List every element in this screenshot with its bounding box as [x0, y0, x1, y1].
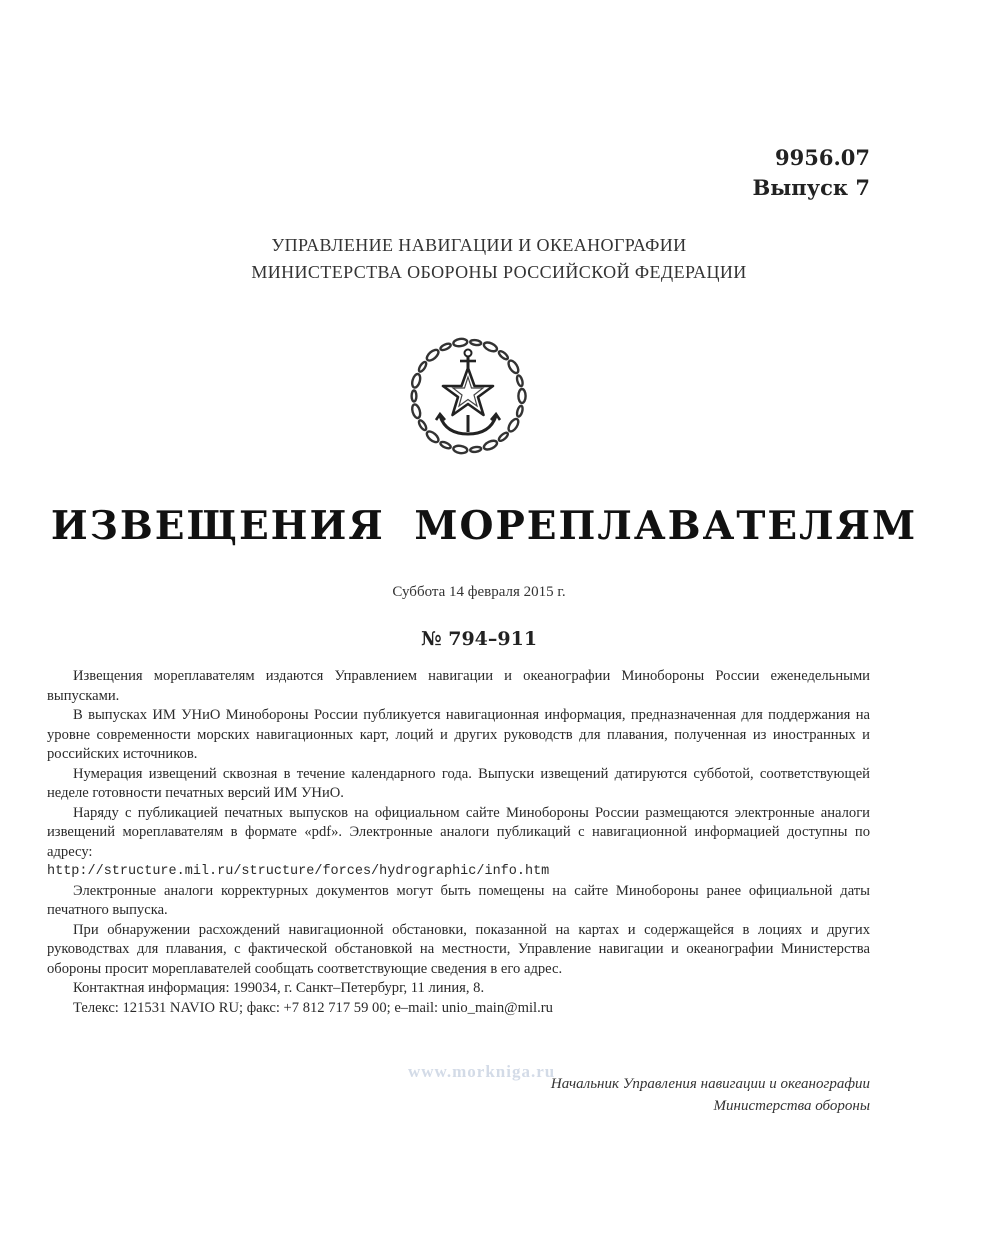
- chain-link: [518, 389, 525, 403]
- chain-link: [507, 359, 521, 375]
- watermark-text: www.morkniga.ru: [408, 1062, 556, 1081]
- chain-link: [412, 391, 417, 402]
- chain-link: [498, 350, 509, 361]
- chain-link: [516, 375, 524, 387]
- organization-name: [0, 232, 998, 286]
- organization-line-2: МИНИСТЕРСТВА ОБОРОНЫ РОССИЙСКОЙ ФЕДЕРАЦИИ: [251, 262, 747, 282]
- body-paragraph-5: Электронные аналоги корректурных документов могут быть помещены на сайте Минобороны ранее официальной даты печатного выпуска.: [47, 882, 870, 918]
- navy-anchor-star-emblem-icon: [406, 334, 530, 458]
- chain-link: [425, 348, 440, 363]
- signature-line-1: Начальник Управления навигации и океанографии: [550, 1076, 870, 1092]
- chain-link: [418, 361, 428, 373]
- chain-link: [440, 441, 452, 450]
- chain-link: [440, 342, 452, 351]
- contact-info: Контактная информация: 199034, г. Санкт–Петербург, 11 линия, 8.: [73, 980, 485, 996]
- notice-number-range: № 794–911: [420, 628, 538, 650]
- chain-link: [483, 439, 499, 451]
- chain-link: [453, 338, 468, 347]
- website-link[interactable]: http://structure.mil.ru/structure/forces/hydrographic/info.htm: [47, 864, 550, 879]
- document-header: [753, 143, 871, 203]
- body-paragraph-4: Наряду с публикацией печатных выпусков на официальном сайте Минобороны России размещаются электронные аналоги извещений мореплавателям в формате «pdf». Электронные аналоги публикаций с навигационной информацией доступны по адресу:: [47, 804, 870, 860]
- chain-link: [453, 445, 468, 454]
- issue-label: Выпуск 7: [752, 175, 870, 200]
- document-body: [47, 667, 870, 1018]
- chain-link: [411, 403, 422, 418]
- chain-link: [470, 446, 482, 452]
- document-title: ИЗВЕЩЕНИЯ МОРЕПЛАВАТЕЛЯМ: [50, 503, 918, 549]
- signature-line-2: Министерства обороны: [713, 1098, 870, 1114]
- chain-link: [507, 417, 521, 433]
- body-paragraph-6: При обнаружении расхождений навигационной обстановки, показанной на картах и содержащейся в лоциях и других руководствах для плавания, с фактической обстановкой на местности, Управление навигации и океанографии Министерства обороны просит мореплавателей сообщать соответствующие сведения в его адрес.: [47, 921, 870, 977]
- telex-fax-email: Телекс: 121531 NAVIO RU; факс: +7 812 717 59 00; e–mail: unio_main@mil.ru: [73, 999, 553, 1016]
- publication-date: Суббота 14 февраля 2015 г.: [392, 584, 566, 600]
- chain-link: [483, 341, 499, 353]
- organization-line-1: УПРАВЛЕНИЕ НАВИГАЦИИ И ОКЕАНОГРАФИИ: [271, 235, 687, 255]
- chain-link: [418, 419, 428, 431]
- chain-link: [425, 430, 440, 445]
- body-paragraph-1: Извещения мореплавателям издаются Управлением навигации и океанографии Минобороны России еженедельными выпусками.: [47, 668, 870, 704]
- chain-link: [516, 405, 524, 417]
- document-code: 9956.07: [775, 145, 870, 170]
- chain-link: [470, 339, 482, 345]
- chain-link: [411, 373, 422, 388]
- chain-link: [498, 431, 509, 442]
- body-paragraph-2: В выпусках ИМ УНиО Минобороны России публикуется навигационная информация, предназначенная для поддержания на уровне современности морских навигационных карт, лоций и других руководств для плавания, полученная из иностранных и российских источников.: [47, 707, 870, 762]
- body-paragraph-3: Нумерация извещений сквозная в течение календарного года. Выпуски извещений датируются субботой, соответствующей неделе готовности печатных версий ИМ УНиО.: [47, 765, 870, 801]
- signature-block: [551, 1073, 870, 1117]
